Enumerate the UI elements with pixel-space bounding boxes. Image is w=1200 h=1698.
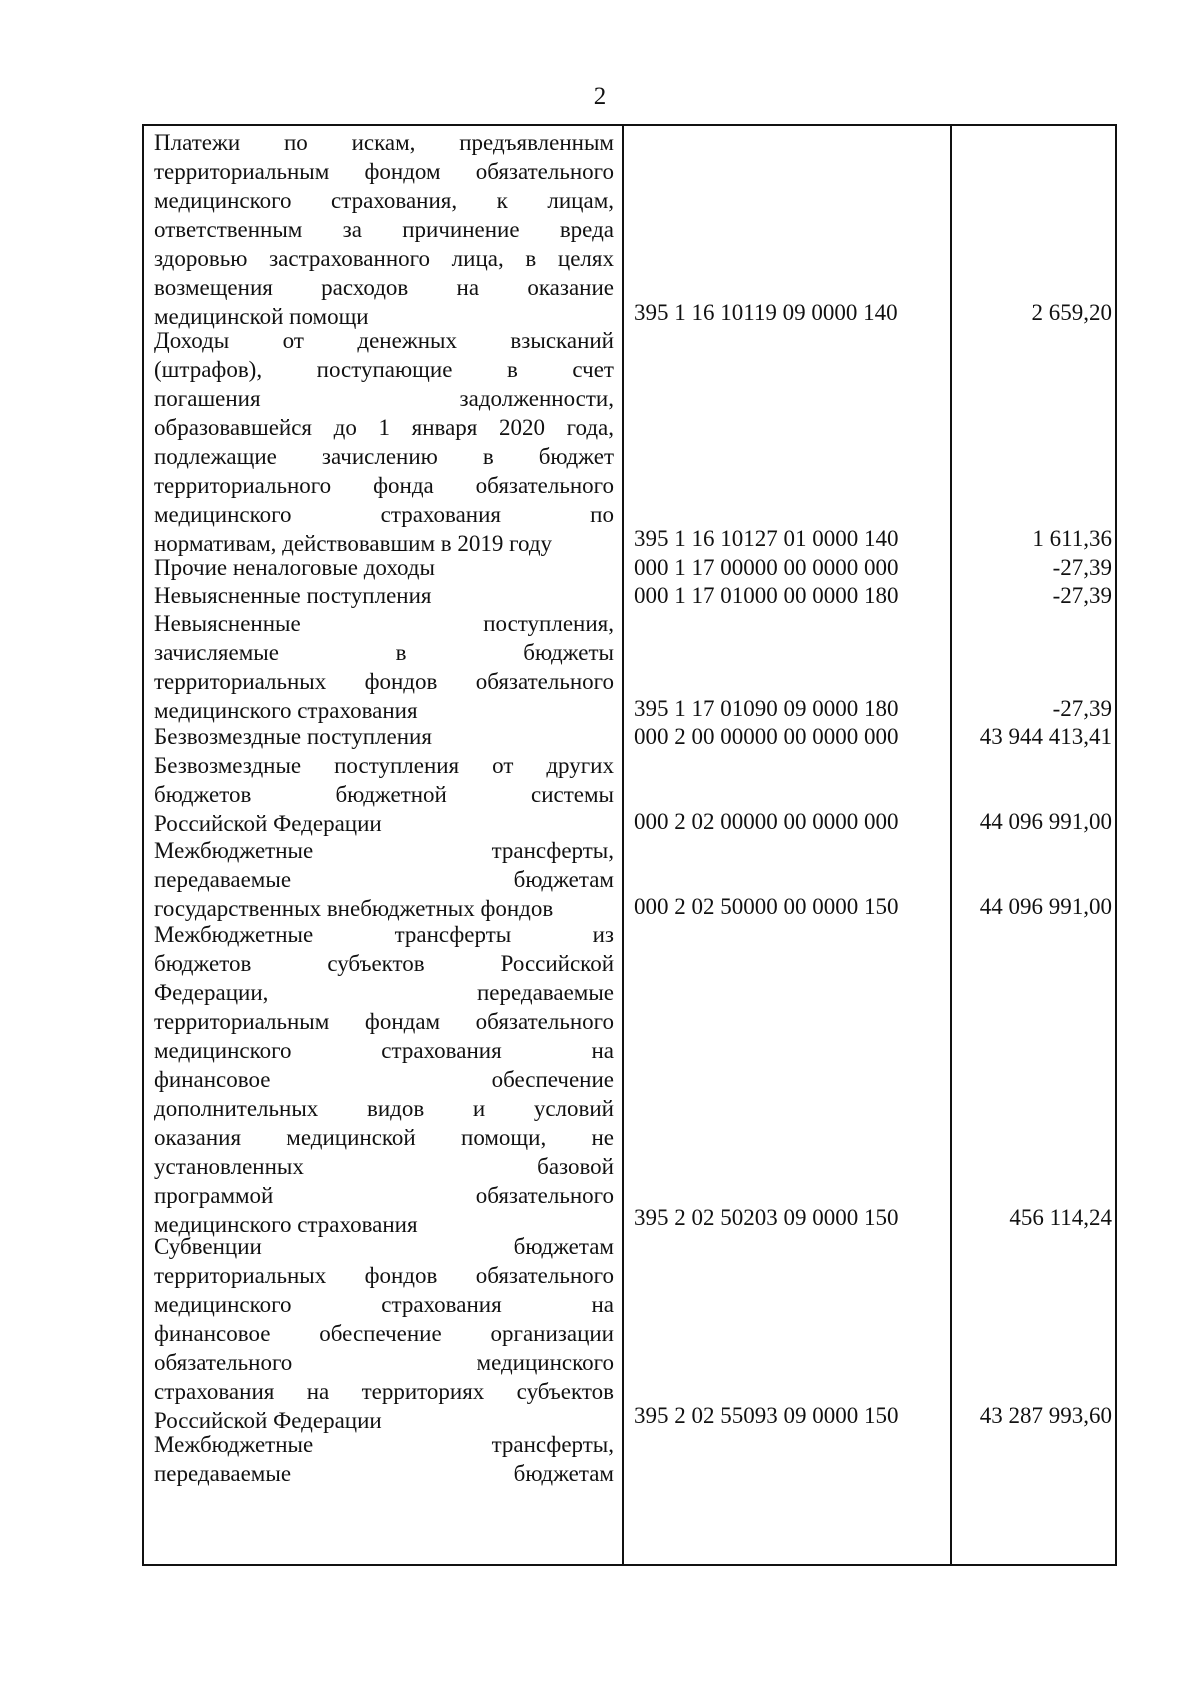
budget-classification-code: 395 1 17 01090 09 0000 180	[634, 695, 899, 721]
description-line: Безвозмездные поступления	[154, 724, 432, 750]
row-description	[154, 751, 614, 838]
table-row	[144, 128, 1119, 329]
amount-value: 43 944 413,41	[979, 724, 1112, 750]
description-line: Межбюджетные трансферты из	[154, 922, 614, 948]
description-line: Доходы от денежных взысканий	[154, 328, 614, 354]
table-row	[144, 609, 1119, 722]
table-row	[144, 722, 1119, 750]
description-line: нормативам, действовавшим в 2019 году	[154, 531, 553, 557]
budget-classification-code: 000 1 17 01000 00 0000 180	[634, 582, 899, 608]
description-line: установленных базовой	[154, 1154, 614, 1180]
description-line: государственных внебюджетных фондов	[154, 895, 554, 921]
row-description	[154, 836, 614, 923]
description-line: страхования на территориях субъектов	[154, 1378, 614, 1404]
description-line: Межбюджетные трансферты,	[154, 1431, 614, 1457]
table-row	[144, 553, 1119, 581]
table-row	[144, 751, 1119, 836]
budget-classification-code: 395 2 02 55093 09 0000 150	[634, 1403, 899, 1429]
row-description	[154, 920, 614, 1239]
row-description	[154, 128, 614, 331]
budget-classification-code: 000 2 02 50000 00 0000 150	[634, 894, 899, 920]
description-line: медицинского страхования по	[154, 502, 614, 528]
budget-classification-code: 000 2 00 00000 00 0000 000	[634, 724, 899, 750]
description-line: территориальных фондов обязательного	[154, 669, 614, 695]
description-line: возмещения расходов на оказание	[154, 275, 614, 300]
description-line: передаваемые бюджетам	[154, 866, 614, 892]
description-line: медицинской помощи	[154, 304, 369, 329]
budget-classification-code: 395 1 16 10127 01 0000 140	[634, 526, 899, 552]
row-description	[154, 326, 614, 558]
description-line: медицинского страхования, к лицам,	[154, 188, 614, 213]
page-number: 2	[593, 83, 607, 110]
row-description	[154, 722, 614, 751]
table-row	[144, 1430, 1119, 1487]
table-row	[144, 836, 1119, 921]
budget-classification-code: 000 1 17 00000 00 0000 000	[634, 554, 899, 580]
description-line: образовавшейся до 1 января 2020 года,	[154, 415, 614, 441]
description-line: Российской Федерации	[154, 1407, 382, 1433]
amount-value: 456 114,24	[1009, 1205, 1112, 1231]
amount-value: 1 611,36	[1032, 526, 1112, 552]
description-line: финансовое обеспечение	[154, 1067, 614, 1093]
table-row	[144, 326, 1119, 557]
description-line: подлежащие зачислению в бюджет	[154, 444, 614, 470]
description-line: медицинского страхования на	[154, 1038, 614, 1064]
description-line: зачисляемые в бюджеты	[154, 640, 614, 666]
description-line: медицинского страхования	[154, 698, 418, 724]
description-line: Платежи по искам, предъявленным	[154, 130, 614, 155]
description-line: Российской Федерации	[154, 810, 382, 836]
description-line: Безвозмездные поступления от других	[154, 752, 614, 778]
description-line: Невыясненные поступления	[154, 582, 432, 608]
row-description	[154, 1430, 614, 1488]
revenue-table	[142, 124, 1117, 1566]
description-line: передаваемые бюджетам	[154, 1460, 614, 1486]
description-line: Межбюджетные трансферты,	[154, 837, 614, 863]
amount-value: -27,39	[1052, 554, 1112, 580]
description-line: медицинского страхования	[154, 1212, 418, 1238]
amount-value: -27,39	[1052, 695, 1112, 721]
description-line: погашения задолженности,	[154, 386, 614, 412]
description-line: территориальным фондам обязательного	[154, 1009, 614, 1035]
amount-value: -27,39	[1052, 582, 1112, 608]
description-line: бюджетов субъектов Российской	[154, 951, 614, 977]
description-line: ответственным за причинение вреда	[154, 217, 614, 242]
description-line: территориальных фондов обязательного	[154, 1262, 614, 1288]
description-line: Субвенции бюджетам	[154, 1233, 614, 1259]
budget-classification-code: 000 2 02 00000 00 0000 000	[634, 809, 899, 835]
table-row	[144, 920, 1119, 1238]
amount-value: 44 096 991,00	[979, 894, 1112, 920]
row-description	[154, 609, 614, 725]
description-line: здоровью застрахованного лица, в целях	[154, 246, 614, 271]
description-line: оказания медицинской помощи, не	[154, 1125, 614, 1151]
description-line: Невыясненные поступления,	[154, 611, 614, 637]
amount-value: 2 659,20	[1031, 299, 1112, 325]
description-line: медицинского страхования на	[154, 1291, 614, 1317]
description-line: финансовое обеспечение организации	[154, 1320, 614, 1346]
row-description	[154, 553, 614, 582]
table-row	[144, 1232, 1119, 1433]
description-line: обязательного медицинского	[154, 1349, 614, 1375]
description-line: бюджетов бюджетной системы	[154, 781, 614, 807]
description-line: Прочие неналоговые доходы	[154, 554, 435, 580]
description-line: программой обязательного	[154, 1183, 614, 1209]
row-description	[154, 1232, 614, 1435]
row-description	[154, 581, 614, 610]
description-line: (штрафов), поступающие в счет	[154, 357, 614, 383]
table-row	[144, 581, 1119, 609]
description-line: дополнительных видов и условий	[154, 1096, 614, 1122]
description-line: территориальным фондом обязательного	[154, 159, 614, 184]
amount-value: 44 096 991,00	[979, 809, 1112, 835]
description-line: Федерации, передаваемые	[154, 980, 614, 1006]
description-line: территориального фонда обязательного	[154, 473, 614, 499]
amount-value: 43 287 993,60	[979, 1403, 1112, 1429]
budget-classification-code: 395 1 16 10119 09 0000 140	[634, 299, 898, 325]
budget-classification-code: 395 2 02 50203 09 0000 150	[634, 1205, 899, 1231]
